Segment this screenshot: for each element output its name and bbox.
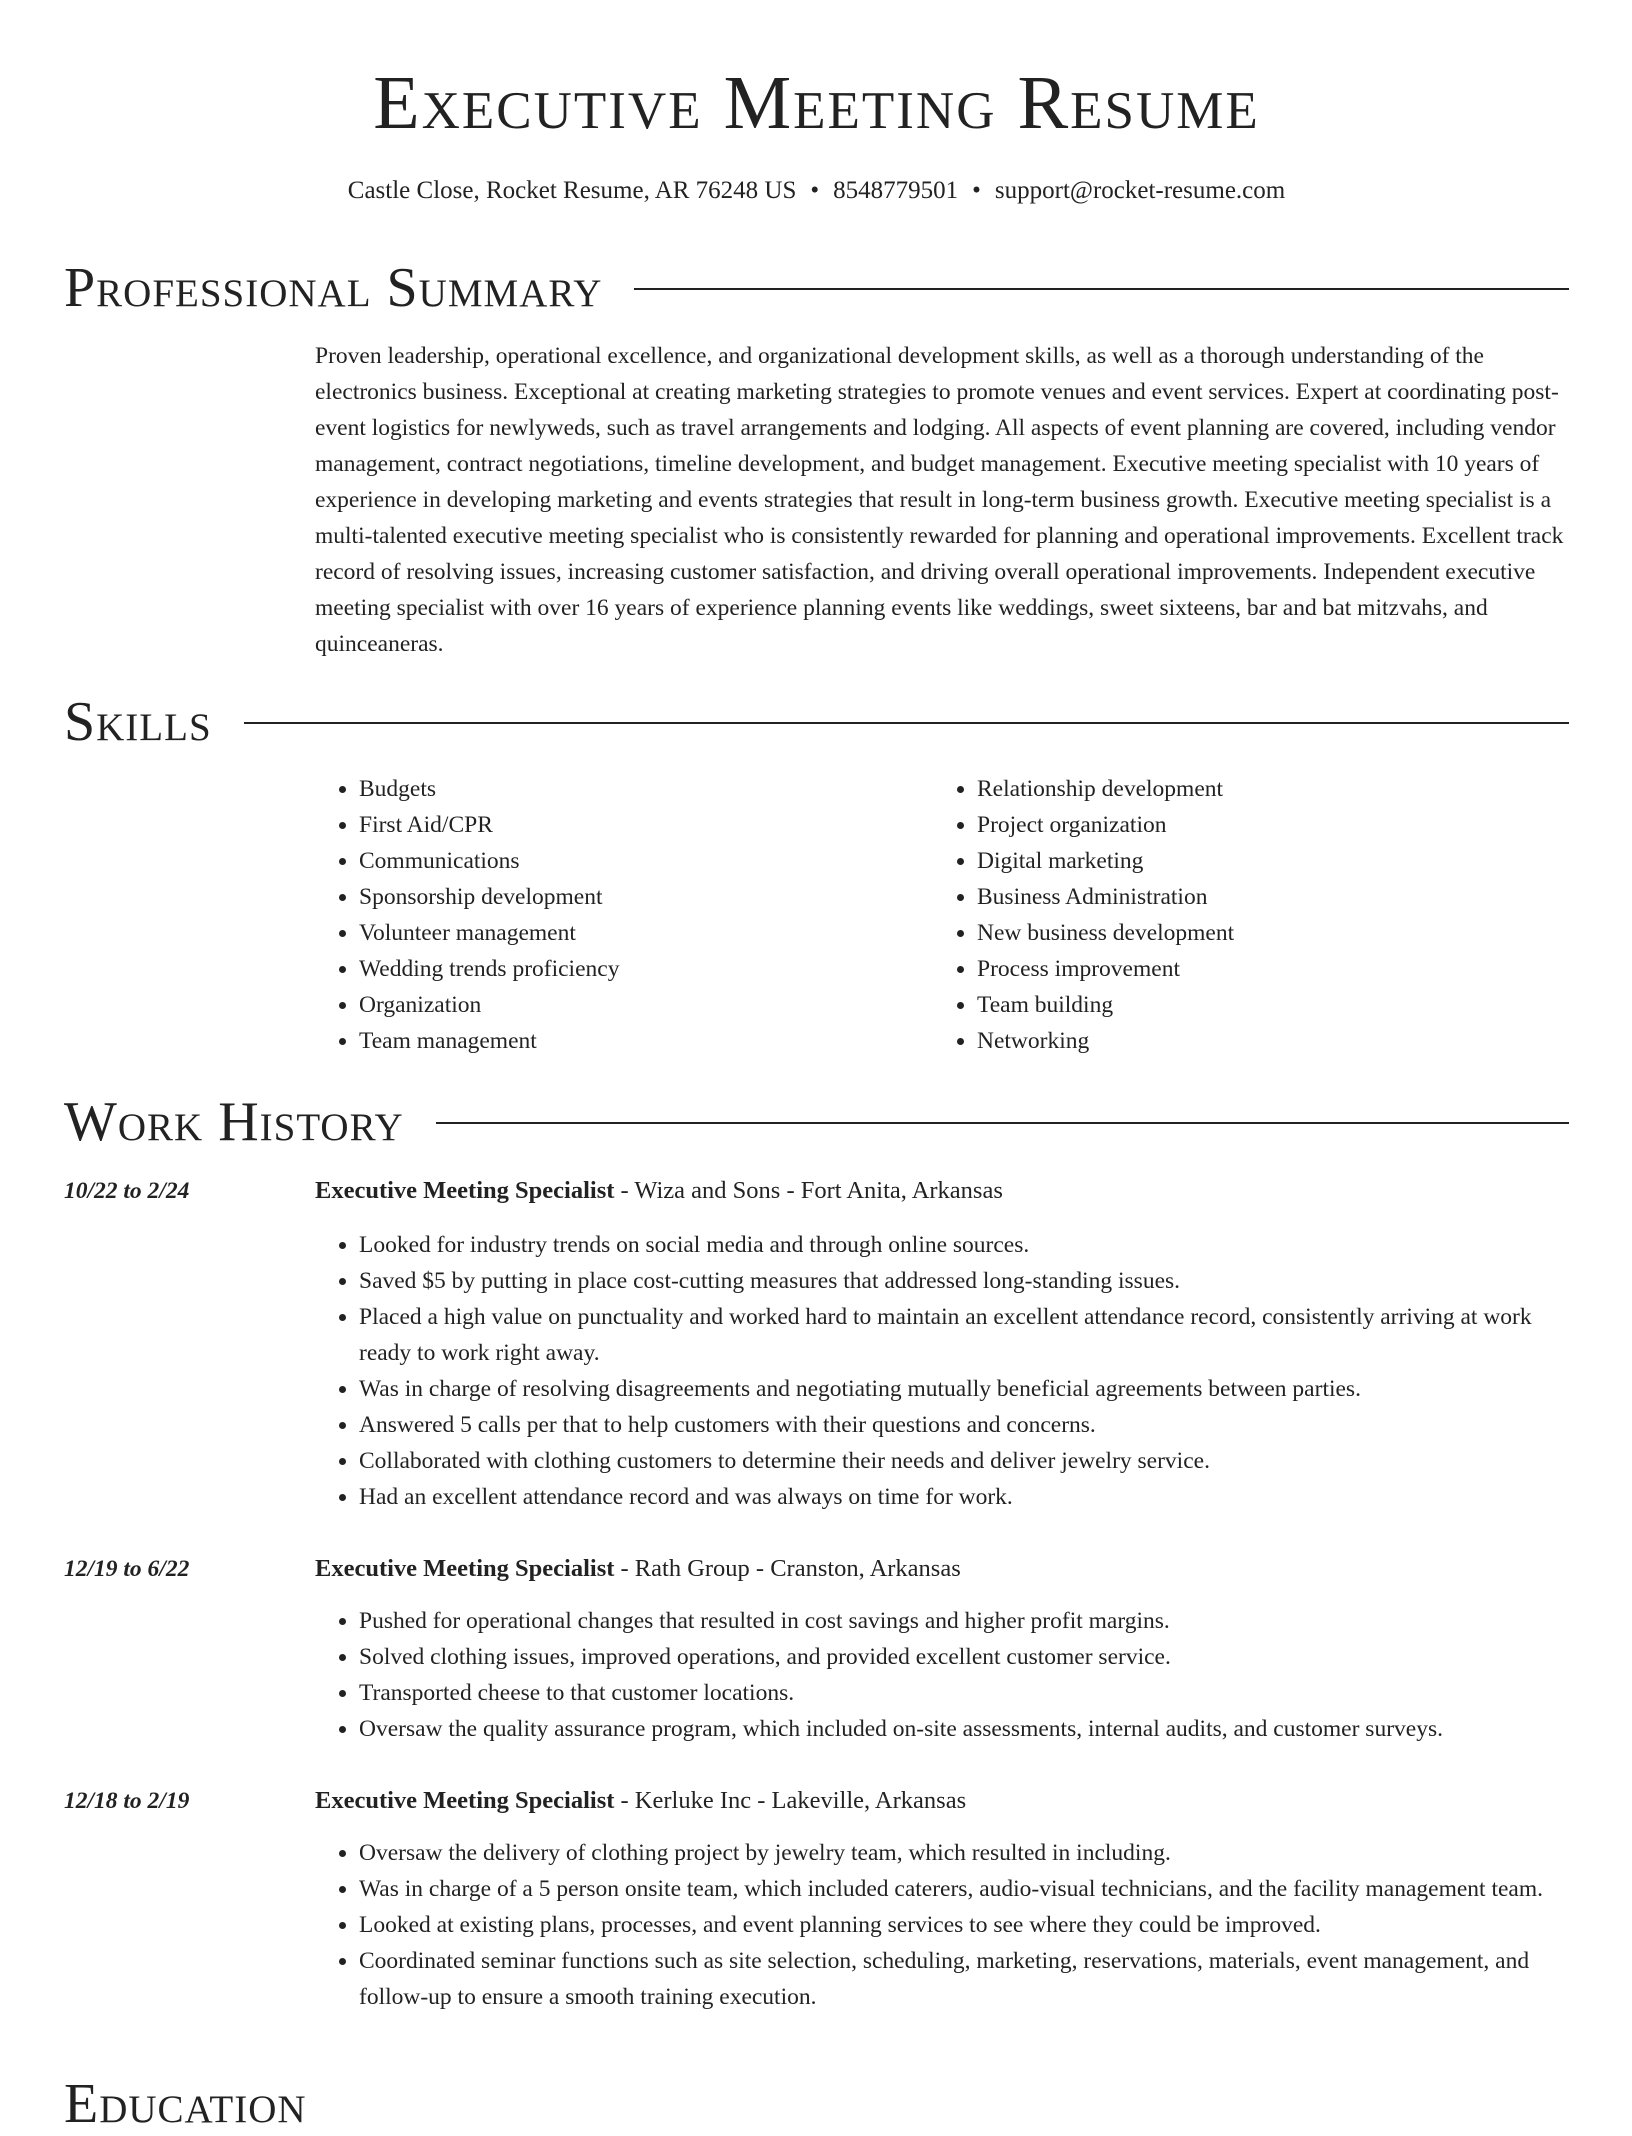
job-date: 10/22 to 2/24 xyxy=(64,1178,190,1204)
job-bullet: • Looked at existing plans, processes, and event planning services to see where they could be improved. xyxy=(359,1907,1569,1943)
skill-item: • First Aid/CPR xyxy=(359,807,933,843)
job-company: - Wiza and Sons - Fort Anita, Arkansas xyxy=(614,1177,1003,1204)
skill-item: • Business Administration xyxy=(977,879,1551,915)
job-company: - Kerluke Inc - Lakeville, Arkansas xyxy=(614,1787,967,1814)
job-title-line xyxy=(315,1173,1569,1209)
job-title-line xyxy=(315,1551,1569,1587)
job-bullet: • Solved clothing issues, improved operations, and provided excellent customer service. xyxy=(359,1639,1569,1675)
contact-email: support@rocket-resume.com xyxy=(994,177,1286,204)
skill-item: • Team building xyxy=(977,987,1551,1023)
job-bullet: • Had an excellent attendance record and was always on time for work. xyxy=(359,1479,1569,1515)
job-bullet: • Collaborated with clothing customers to determine their needs and deliver jewelry service. xyxy=(359,1443,1569,1479)
skills-heading: Skills xyxy=(64,691,212,753)
job-title: Executive Meeting Specialist xyxy=(315,1177,615,1204)
contact-separator: • xyxy=(972,177,981,204)
skill-item: • Organization xyxy=(359,987,933,1023)
job-date: 12/18 to 2/19 xyxy=(64,1788,190,1814)
skills-list xyxy=(315,771,1569,1059)
contact-line xyxy=(64,174,1569,208)
contact-address: Castle Close, Rocket Resume, AR 76248 US xyxy=(347,177,797,204)
skills-column-left xyxy=(315,771,933,1059)
skill-item: • Project organization xyxy=(977,807,1551,843)
job-bullet: • Transported cheese to that customer locations. xyxy=(359,1675,1569,1711)
job-bullet: • Saved $5 by putting in place cost-cutting measures that addressed long-standing issues. xyxy=(359,1263,1569,1299)
skill-item: • Digital marketing xyxy=(977,843,1551,879)
work-heading: Work History xyxy=(64,1091,404,1153)
skills-section-header xyxy=(64,690,1569,754)
job-bullets xyxy=(315,1227,1569,1515)
summary-heading: Professional Summary xyxy=(64,257,603,319)
job-date: 12/19 to 6/22 xyxy=(64,1556,190,1582)
education-heading: Education xyxy=(64,2073,307,2135)
skill-item: • Sponsorship development xyxy=(359,879,933,915)
skill-item: • Process improvement xyxy=(977,951,1551,987)
job-bullets xyxy=(315,1835,1569,2015)
job-bullet: • Was in charge of a 5 person onsite team, which included caterers, audio-visual technicians, and the facility management team. xyxy=(359,1871,1569,1907)
skills-column-right xyxy=(933,771,1551,1059)
skill-item: • Relationship development xyxy=(977,771,1551,807)
job-bullet: • Looked for industry trends on social media and through online sources. xyxy=(359,1227,1569,1263)
job-title: Executive Meeting Specialist xyxy=(315,1787,615,1814)
section-divider xyxy=(436,1122,1569,1124)
skill-item: • Budgets xyxy=(359,771,933,807)
job-company: - Rath Group - Cranston, Arkansas xyxy=(614,1555,961,1582)
job-bullet: • Pushed for operational changes that resulted in cost savings and higher profit margins. xyxy=(359,1603,1569,1639)
section-divider xyxy=(634,288,1569,290)
job-bullet: • Was in charge of resolving disagreements and negotiating mutually beneficial agreements between parties. xyxy=(359,1371,1569,1407)
skill-item: • Wedding trends proficiency xyxy=(359,951,933,987)
contact-phone: 8548779501 xyxy=(833,177,959,204)
skill-item: • Volunteer management xyxy=(359,915,933,951)
section-divider xyxy=(244,722,1569,724)
job-bullet: • Oversaw the delivery of clothing project by jewelry team, which resulted in including. xyxy=(359,1835,1569,1871)
skill-item: • Team management xyxy=(359,1023,933,1059)
job-bullets xyxy=(315,1603,1569,1747)
summary-text: Proven leadership, operational excellence, and organizational development skills, as well as a thorough understanding of the electronics business. Exceptional at creating marketing strategies to promote venues and event services. Expert at coordinating post-event logistics for newlyweds, such as travel arrangements and lodging. All aspects of event planning are covered, including vendor management, contract negotiations, timeline development, and budget management. Executive meeting specialist with 10 years of experience in developing marketing and events strategies that result in long-term business growth. Executive meeting specialist is a multi-talented executive meeting specialist who is consistently rewarded for planning and operational improvements. Excellent track record of resolving issues, increasing customer satisfaction, and driving overall operational improvements. Independent executive meeting specialist with over 16 years of experience planning events like weddings, sweet sixteens, bar and bat mitzvahs, and quinceaneras. xyxy=(315,343,1564,657)
work-section-header xyxy=(64,1090,1569,1154)
skill-item: • Communications xyxy=(359,843,933,879)
resume-title: Executive Meeting Resume xyxy=(373,61,1260,145)
job-bullet: • Coordinated seminar functions such as site selection, scheduling, marketing, reservations, materials, event management, and follow-up to ensure a smooth training execution. xyxy=(359,1943,1569,2015)
job-bullet: • Answered 5 calls per that to help customers with their questions and concerns. xyxy=(359,1407,1569,1443)
job-title: Executive Meeting Specialist xyxy=(315,1555,615,1582)
skill-item: • Networking xyxy=(977,1023,1551,1059)
job-bullet: • Placed a high value on punctuality and worked hard to maintain an excellent attendance record, consistently arriving at work ready to work right away. xyxy=(359,1299,1569,1371)
contact-separator: • xyxy=(810,177,820,204)
job-bullet: • Oversaw the quality assurance program, which included on-site assessments, internal audits, and customer surveys. xyxy=(359,1711,1569,1747)
job-title-line xyxy=(315,1783,1569,1819)
summary-section-header xyxy=(64,256,1569,320)
skill-item: • New business development xyxy=(977,915,1551,951)
